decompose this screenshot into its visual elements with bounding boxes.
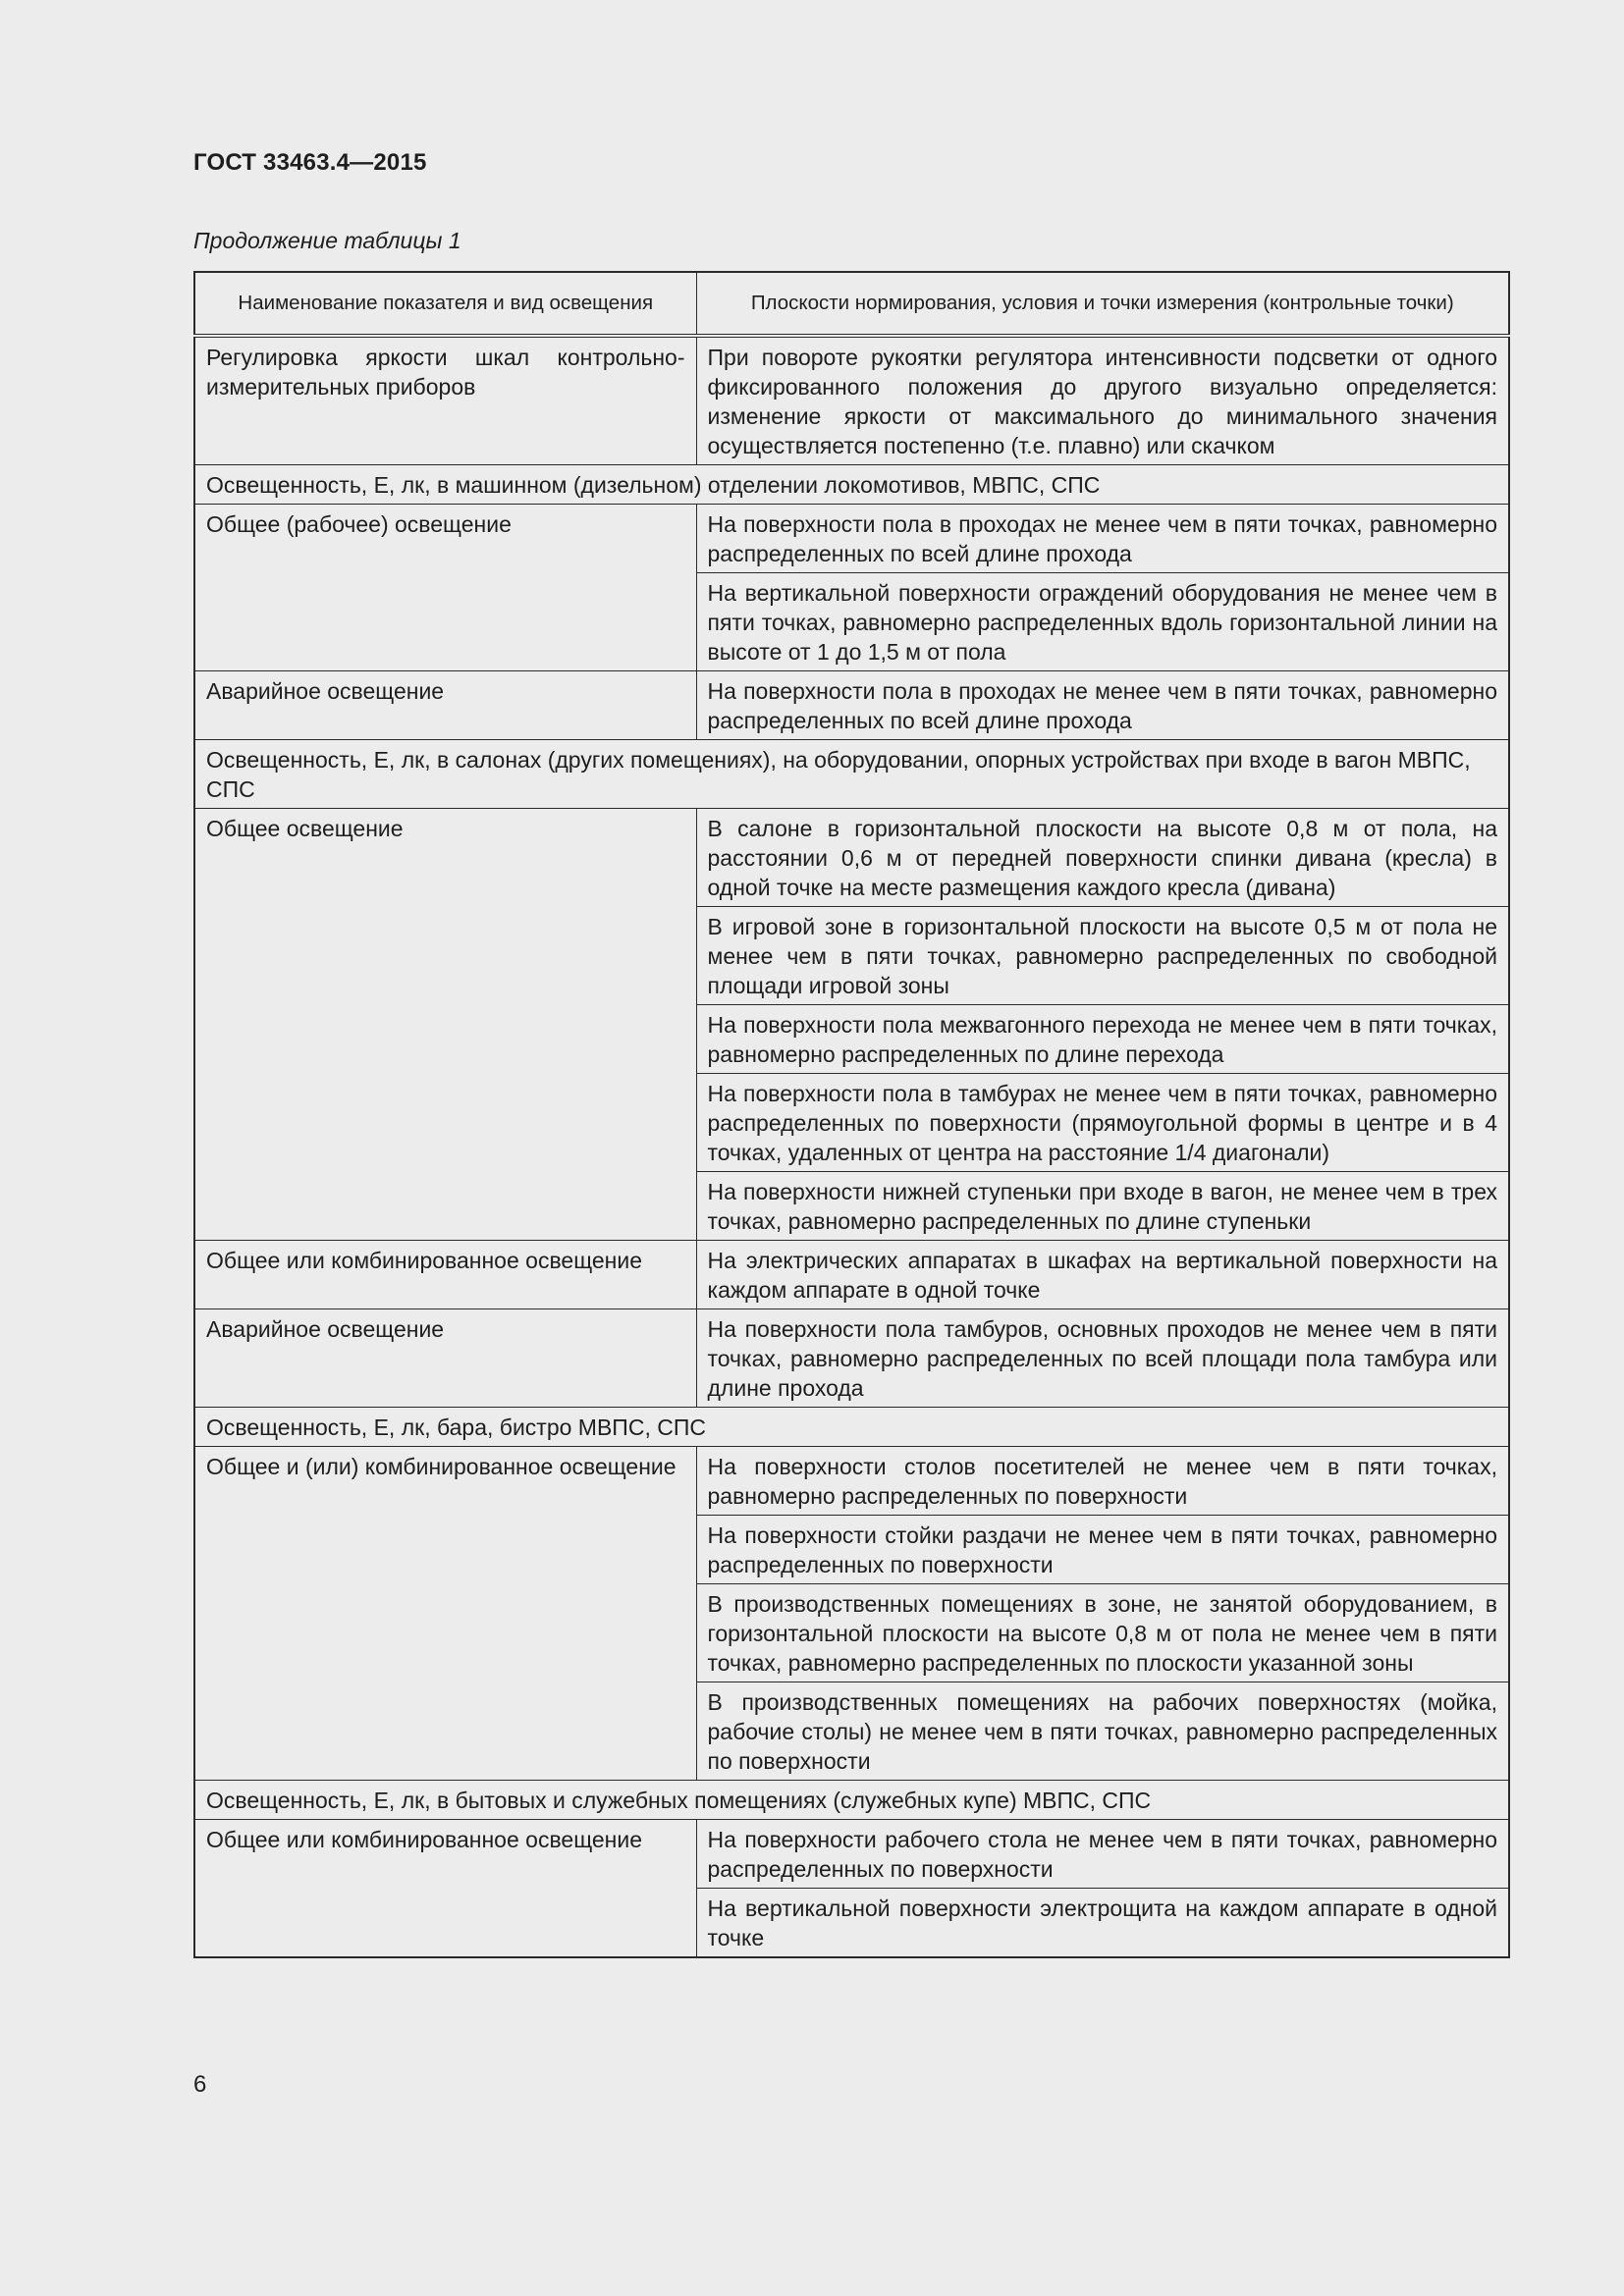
row-indicator-name: Общее (рабочее) освещение bbox=[194, 505, 696, 671]
table-row bbox=[194, 336, 1509, 465]
table-row bbox=[194, 1309, 1509, 1408]
table-row bbox=[194, 1820, 1509, 1889]
table-row bbox=[194, 1241, 1509, 1309]
row-measurement-desc: На поверхности стойки раздачи не менее чем в пяти точках, равномерно распределенных по поверхности bbox=[696, 1516, 1509, 1584]
row-measurement-desc: В салоне в горизонтальной плоскости на высоте 0,8 м от пола, на расстоянии 0,6 м от передней поверхности спинки дивана (кресла) в одной точке на месте размещения каждого кресла (дивана) bbox=[696, 809, 1509, 907]
lighting-table bbox=[193, 271, 1510, 1958]
section-title: Освещенность, Е, лк, бара, бистро МВПС, СПС bbox=[194, 1408, 1509, 1447]
table-row bbox=[194, 809, 1509, 907]
row-measurement-desc: В производственных помещениях в зоне, не занятой оборудованием, в горизонтальной плоскости на высоте 0,8 м от пола не менее чем в пяти точках, равномерно распределенных по плоскости указанной зоны bbox=[696, 1584, 1509, 1682]
row-measurement-desc: На поверхности пола межвагонного перехода не менее чем в пяти точках, равномерно распределенных по длине перехода bbox=[696, 1005, 1509, 1074]
row-measurement-desc: В производственных помещениях на рабочих поверхностях (мойка, рабочие столы) не менее чем в пяти точках, равномерно распределенных по поверхности bbox=[696, 1682, 1509, 1781]
row-measurement-desc: На поверхности пола в проходах не менее чем в пяти точках, равномерно распределенных по всей длине прохода bbox=[696, 505, 1509, 573]
row-measurement-desc: В игровой зоне в горизонтальной плоскости на высоте 0,5 м от пола не менее чем в пяти точках, равномерно распределенных по свободной площади игровой зоны bbox=[696, 907, 1509, 1005]
section-row bbox=[194, 740, 1509, 809]
section-row bbox=[194, 465, 1509, 505]
row-indicator-name: Общее освещение bbox=[194, 809, 696, 1241]
section-title: Освещенность, Е, лк, в машинном (дизельном) отделении локомотивов, МВПС, СПС bbox=[194, 465, 1509, 505]
table-row bbox=[194, 505, 1509, 573]
row-indicator-name: Аварийное освещение bbox=[194, 671, 696, 740]
row-measurement-desc: На поверхности пола в тамбурах не менее чем в пяти точках, равномерно распределенных по поверхности (прямоугольной формы в центре и в 4 точках, удаленных от центра на расстояние 1/4 диагонали) bbox=[696, 1074, 1509, 1172]
section-row bbox=[194, 1781, 1509, 1820]
row-indicator-name: Общее и (или) комбинированное освещение bbox=[194, 1447, 696, 1781]
row-measurement-desc: На поверхности пола в проходах не менее чем в пяти точках, равномерно распределенных по всей длине прохода bbox=[696, 671, 1509, 740]
table-caption: Продолжение таблицы 1 bbox=[193, 228, 461, 253]
table-row bbox=[194, 671, 1509, 740]
row-indicator-name: Общее или комбинированное освещение bbox=[194, 1241, 696, 1309]
column-header-name: Наименование показателя и вид освещения bbox=[194, 272, 696, 336]
row-measurement-desc: На поверхности нижней ступеньки при входе в вагон, не менее чем в трех точках, равномерно распределенных по длине ступеньки bbox=[696, 1172, 1509, 1241]
row-measurement-desc: На вертикальной поверхности ограждений оборудования не менее чем в пяти точках, равномерно распределенных вдоль горизонтальной линии на высоте от 1 до 1,5 м от пола bbox=[696, 573, 1509, 671]
row-indicator-name: Регулировка яркости шкал контрольно-измерительных приборов bbox=[194, 336, 696, 465]
row-measurement-desc: На поверхности рабочего стола не менее чем в пяти точках, равномерно распределенных по поверхности bbox=[696, 1820, 1509, 1889]
column-header-conditions: Плоскости нормирования, условия и точки измерения (контрольные точки) bbox=[696, 272, 1509, 336]
table-header-row bbox=[194, 272, 1509, 336]
page-number: 6 bbox=[193, 2071, 207, 2098]
document-id: ГОСТ 33463.4—2015 bbox=[193, 149, 427, 176]
row-measurement-desc: На поверхности пола тамбуров, основных проходов не менее чем в пяти точках, равномерно распределенных по всей площади пола тамбура или длине прохода bbox=[696, 1309, 1509, 1408]
row-measurement-desc: На электрических аппаратах в шкафах на вертикальной поверхности на каждом аппарате в одной точке bbox=[696, 1241, 1509, 1309]
row-measurement-desc: На поверхности столов посетителей не менее чем в пяти точках, равномерно распределенных по поверхности bbox=[696, 1447, 1509, 1516]
section-row bbox=[194, 1408, 1509, 1447]
row-indicator-name: Аварийное освещение bbox=[194, 1309, 696, 1408]
row-measurement-desc: При повороте рукоятки регулятора интенсивности подсветки от одного фиксированного положения до другого визуально определяется: изменение яркости от максимального до минимального значения осуществляется постепенно (т.е. плавно) или скачком bbox=[696, 336, 1509, 465]
row-measurement-desc: На вертикальной поверхности электрощита на каждом аппарате в одной точке bbox=[696, 1889, 1509, 1958]
table-row bbox=[194, 1447, 1509, 1516]
section-title: Освещенность, Е, лк, в салонах (других помещениях), на оборудовании, опорных устройствах при входе в вагон МВПС, СПС bbox=[194, 740, 1509, 809]
row-indicator-name: Общее или комбинированное освещение bbox=[194, 1820, 696, 1958]
section-title: Освещенность, Е, лк, в бытовых и служебных помещениях (служебных купе) МВПС, СПС bbox=[194, 1781, 1509, 1820]
